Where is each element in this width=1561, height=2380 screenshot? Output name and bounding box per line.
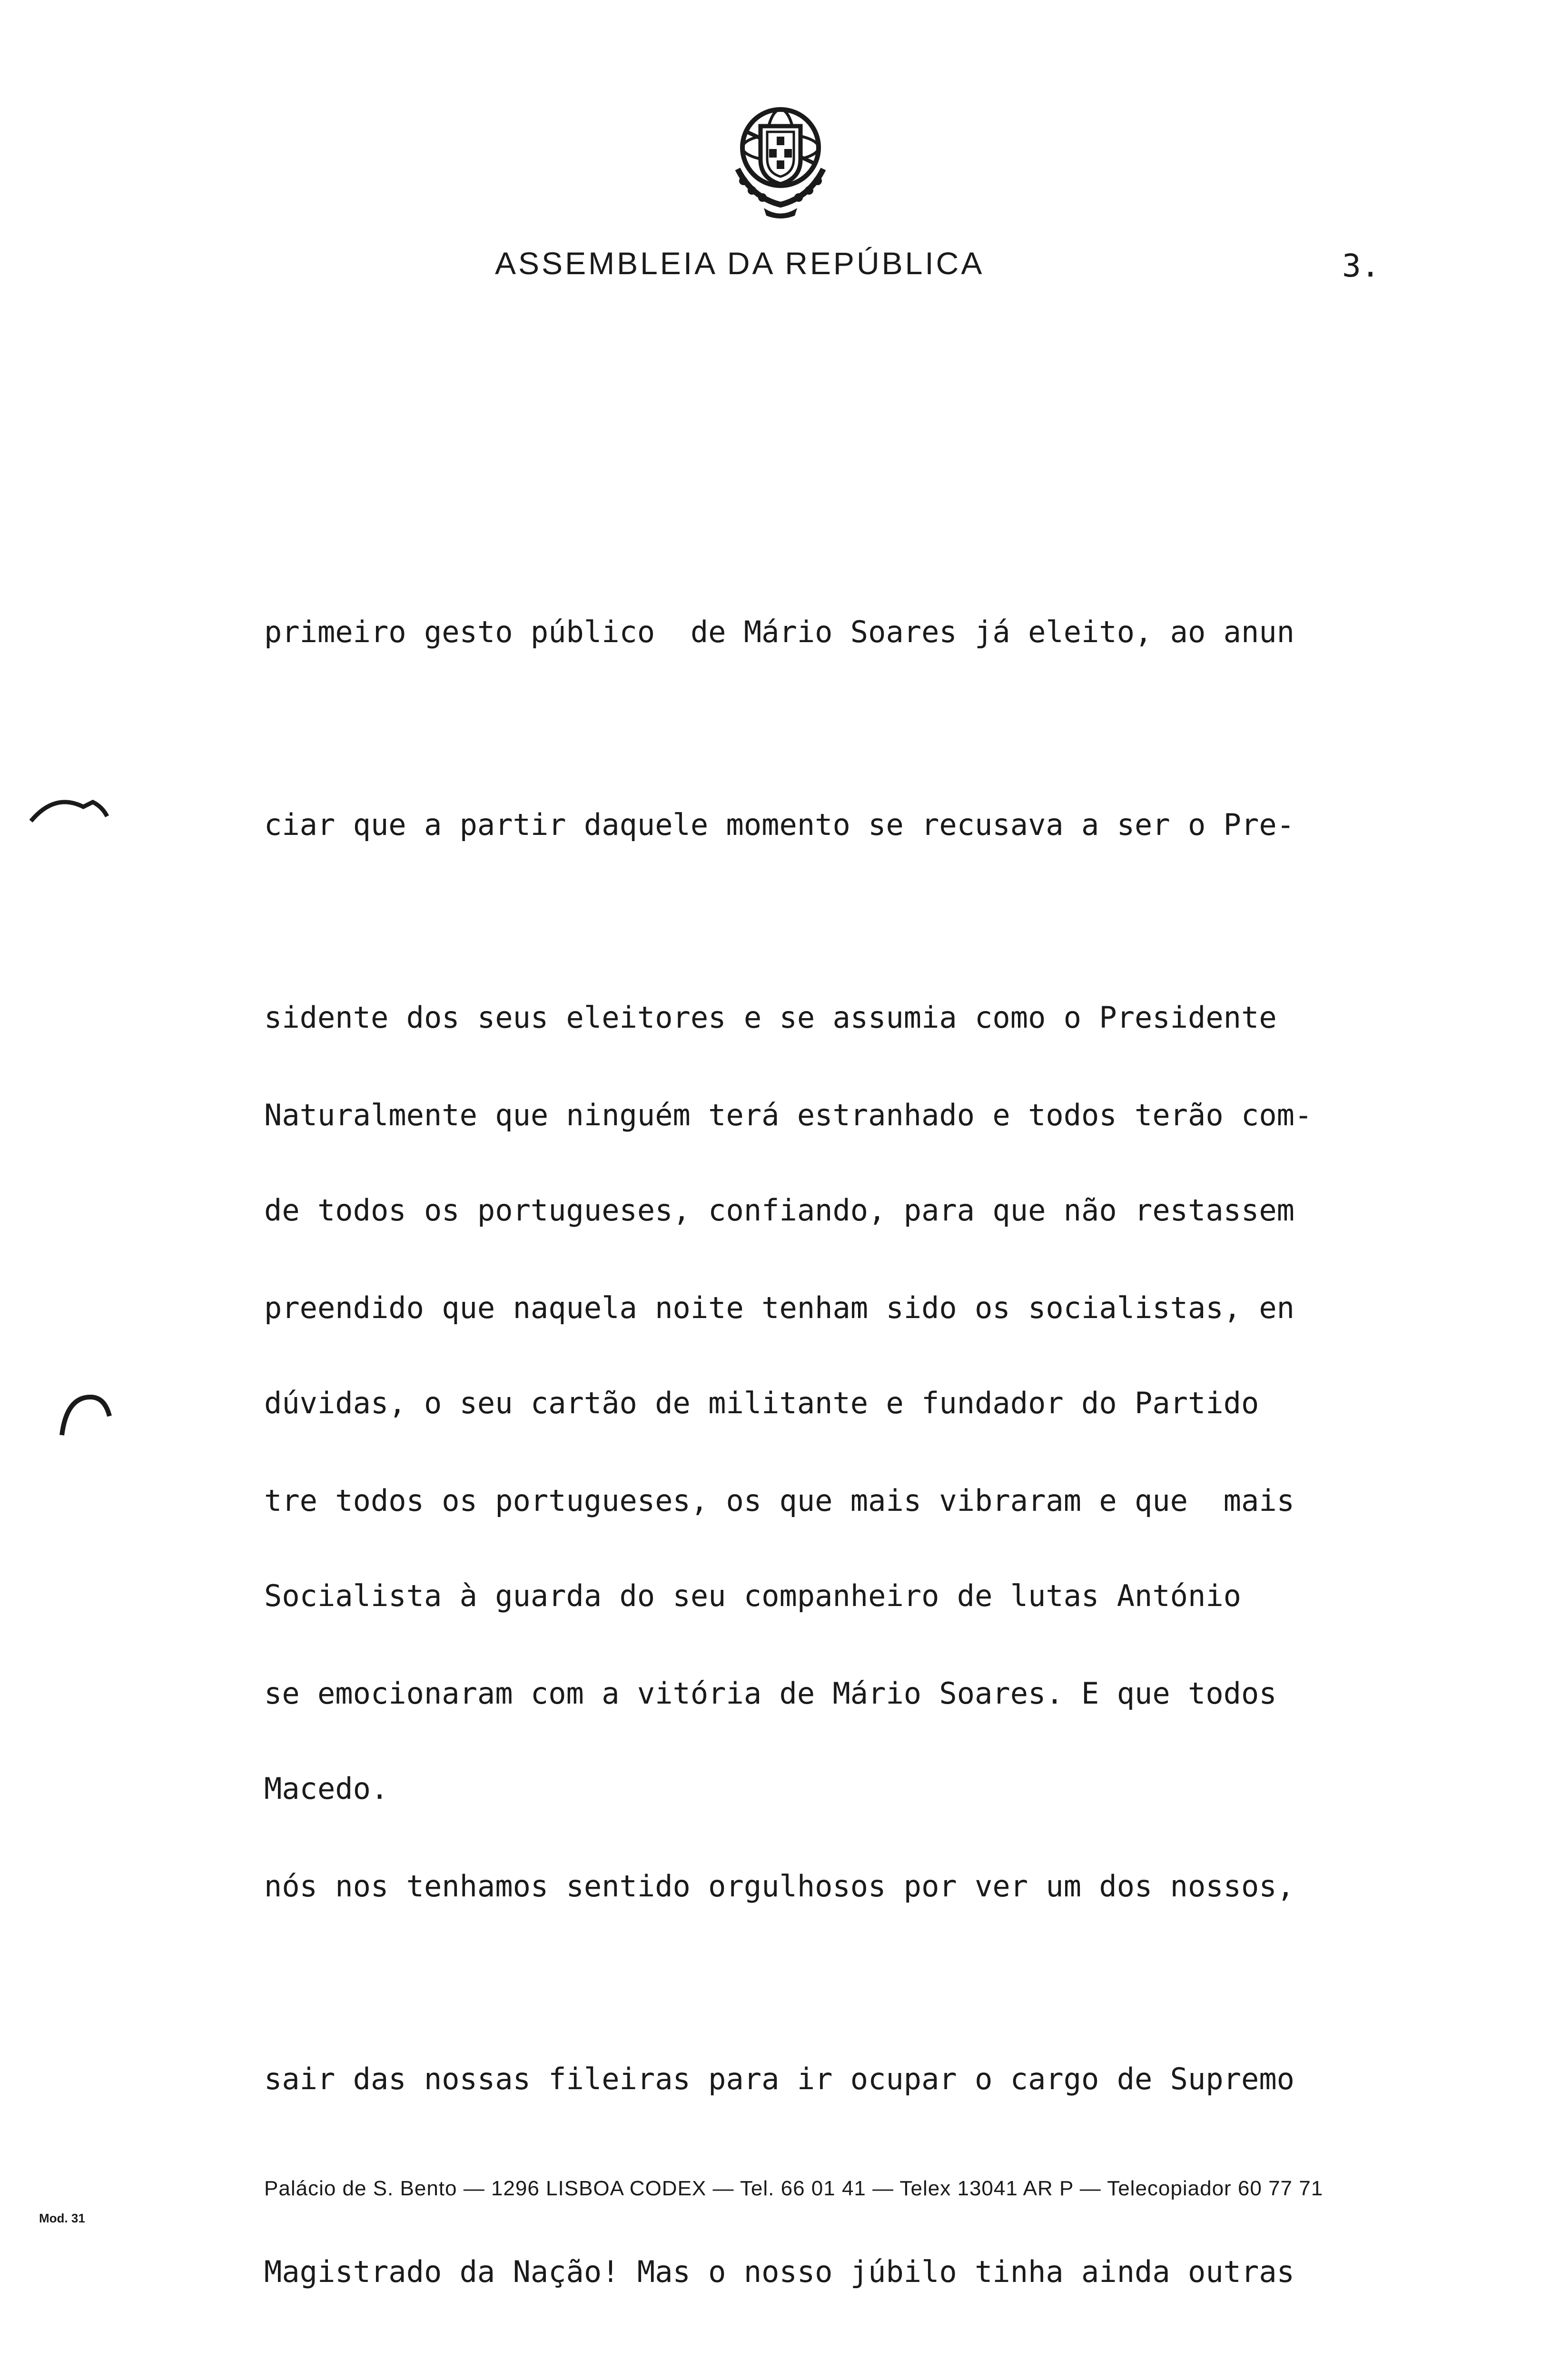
institution-title: ASSEMBLEIA DA REPÚBLICA <box>495 246 985 281</box>
form-reference: Mod. 31 <box>39 2211 85 2225</box>
text-line: Magistrado da Nação! Mas o nosso júbilo tinha ainda outras <box>264 2254 1294 2289</box>
text-line: Socialista à guarda do seu companheiro de lutas António <box>264 1578 1241 1613</box>
text-line: preendido que naquela noite tenham sido os socialistas, en <box>264 1290 1294 1325</box>
text-line: ciar que a partir daquele momento se recusava a ser o Pre- <box>264 807 1294 842</box>
text-line: primeiro gesto público de Mário Soares já eleito, ao anun <box>264 615 1294 649</box>
coat-of-arms-icon <box>719 102 842 221</box>
footer-address: Palácio de S. Bento — 1296 LISBOA CODEX — Tel. 66 01 41 — Telex 13041 AR P — Telecopiador 60 77 71 <box>264 2177 1324 2200</box>
paragraph-2 <box>264 954 1406 2380</box>
text-line: dúvidas, o seu cartão de militante e fundador do Partido <box>264 1386 1259 1420</box>
text-line: Macedo. <box>264 1771 389 1806</box>
page-number: 3. <box>1342 248 1380 284</box>
text-line: sidente dos seus eleitores e se assumia como o Presidente <box>264 1000 1277 1035</box>
text-line: sair das nossas fileiras para ir ocupar o cargo de Supremo <box>264 2062 1294 2096</box>
text-line: nós nos tenhamos sentido orgulhosos por ver um dos nossos, <box>264 1869 1294 1904</box>
text-line: se emocionaram com a vitória de Mário Soares. E que todos <box>264 1676 1277 1711</box>
text-line: tre todos os portugueses, os que mais vibraram e que mais <box>264 1483 1294 1518</box>
punch-hole-mark-icon <box>26 788 112 831</box>
text-line: de todos os portugueses, confiando, para que não restassem <box>264 1193 1294 1228</box>
punch-hole-mark-icon <box>57 1388 114 1440</box>
text-line: Naturalmente que ninguém terá estranhado e todos terão com- <box>264 1098 1313 1132</box>
